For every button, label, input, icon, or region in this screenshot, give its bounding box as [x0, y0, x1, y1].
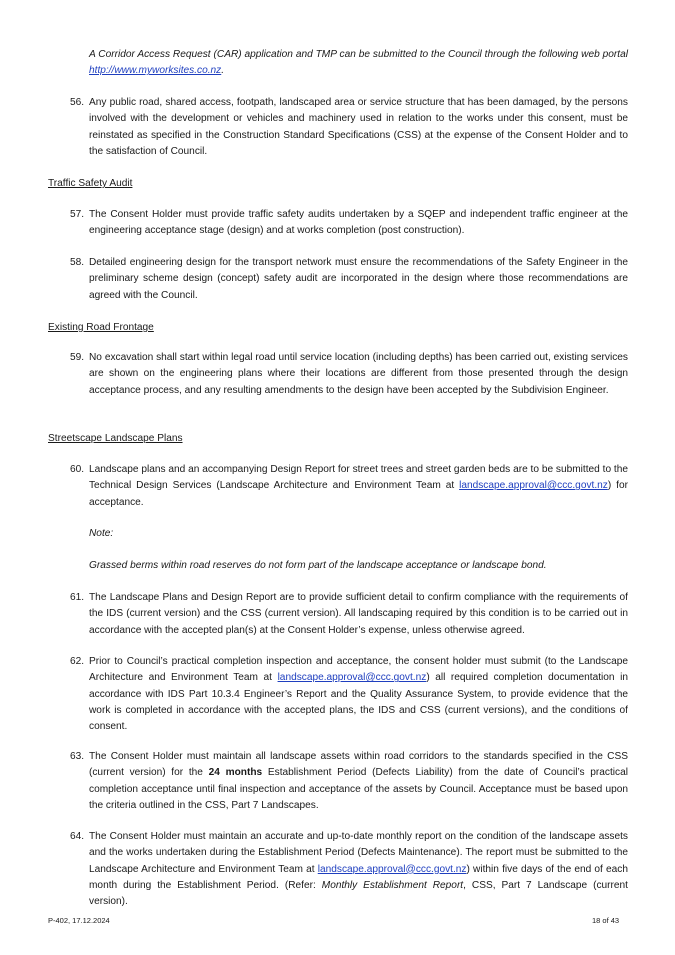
- condition-58: [70, 255, 628, 304]
- condition-64: [70, 829, 628, 910]
- car-application-paragraph: [89, 47, 628, 80]
- myworksites-link[interactable]: http://www.myworksites.co.nz: [89, 65, 222, 77]
- landscape-email-link[interactable]: landscape.approval@ccc.govt.nz: [459, 480, 608, 492]
- condition-number: 60.: [70, 464, 85, 475]
- condition-63: [70, 749, 628, 814]
- footer-page-number: 18 of 43: [592, 916, 620, 925]
- condition-64-text-a: The Consent Holder must maintain an accurate and up-to-date monthly report on the condition of the landscape assets and the works undertaken during the Establishment Period (Defects Maintenance). The report must be submitted to the Landscape Architecture and Environment Team at: [89, 831, 628, 875]
- condition-text: The Consent Holder must provide traffic safety audits undertaken by a SQEP and independent traffic engineer at the engineering acceptance stage (design) and at works completion (post construction).: [89, 209, 628, 237]
- condition-56: [70, 95, 628, 160]
- condition-number: 62.: [70, 656, 85, 667]
- condition-61: [70, 590, 628, 639]
- car-intro-text: A Corridor Access Request (CAR) application and TMP can be submitted to the Council through the following web portal: [89, 49, 628, 60]
- condition-64-text-b: ) within five days of the end of each month during the Establishment Period. (Refer:: [89, 863, 628, 891]
- condition-62-text-a: Prior to Council’s practical completion inspection and acceptance, the consent holder must submit (to the Landscape Architecture and Environment Team at: [89, 656, 628, 684]
- condition-number: 57.: [70, 209, 85, 220]
- condition-text: [89, 654, 628, 735]
- landscape-email-link[interactable]: landscape.approval@ccc.govt.nz: [317, 863, 467, 875]
- condition-number: 58.: [70, 257, 85, 268]
- condition-number: 63.: [70, 751, 85, 762]
- condition-62: [70, 654, 628, 735]
- establishment-period-duration: 24 months: [208, 767, 263, 779]
- note-label: Note:: [89, 528, 114, 539]
- condition-text: [89, 829, 628, 910]
- condition-60-text-a: Landscape plans and an accompanying Design Report for street trees and street garden beds are to be submitted to the Technical Design Services (Landscape Architecture and Environment Team at: [89, 464, 628, 492]
- condition-57: [70, 207, 628, 240]
- condition-text: [89, 749, 628, 814]
- condition-63-text-b: Establishment Period (Defects Liability) from the date of Council’s practical completion acceptance until final inspection and acceptance of the assets by Council. Acceptance must be based upon the criteria outlined in the CSS, Part 7 Landscapes.: [89, 767, 628, 811]
- note-text: Grassed berms within road reserves do not form part of the landscape acceptance or landscape bond.: [89, 560, 547, 571]
- condition-text: The Landscape Plans and Design Report are to provide sufficient detail to confirm compliance with the requirements of the IDS (current version) and the CSS (current version). All landscaping required by this condition is to be carried out in accordance with the accepted plan(s) at the Consent Holder’s expense, unless otherwise agreed.: [89, 592, 628, 636]
- heading-streetscape-landscape-plans: Streetscape Landscape Plans: [48, 433, 183, 444]
- car-intro-period: .: [221, 65, 225, 77]
- condition-63-text-a: The Consent Holder must maintain all landscape assets within road corridors to the standards specified in the CSS (current version) for the: [89, 751, 628, 779]
- heading-existing-road-frontage: Existing Road Frontage: [48, 322, 154, 333]
- footer-reference: P-402, 17.12.2024: [48, 916, 110, 925]
- condition-60-text-b: ) for acceptance.: [89, 480, 628, 508]
- condition-number: 59.: [70, 352, 85, 363]
- condition-62-text-b: ) all required completion documentation in accordance with IDS Part 10.3.4 Engineer’s Report and the Quality Assurance System, to provide evidence that the work is completed in accordance with the accepted plans, the IDS and CSS (current versions), and the conditions of consent.: [89, 672, 628, 733]
- condition-text: No excavation shall start within legal road until service location (including depths) has been carried out, existing services are shown on the engineering plans where their locations are different from those presented through the design acceptance process, and any resulting amendments to the design have been accepted by the Subdivision Engineer.: [89, 352, 628, 396]
- heading-traffic-safety-audit: Traffic Safety Audit: [48, 178, 133, 189]
- landscape-email-link[interactable]: landscape.approval@ccc.govt.nz: [277, 672, 427, 684]
- condition-text: Detailed engineering design for the transport network must ensure the recommendations of the Safety Engineer in the preliminary scheme design (concept) safety audit are incorporated in the design where those recommendations are agreed with the Council.: [89, 257, 628, 301]
- condition-number: 64.: [70, 831, 85, 842]
- condition-text: Any public road, shared access, footpath, landscaped area or service structure that has been damaged, by the persons involved with the development or vehicles and machinery used in relation to the works under this consent, must be reinstated as specified in the Construction Standard Specifications (CSS) at the expense of the Consent Holder and to the satisfaction of Council.: [89, 97, 628, 157]
- condition-text: [89, 462, 628, 511]
- condition-60: [70, 462, 628, 511]
- condition-number: 56.: [70, 97, 85, 108]
- monthly-report-title: Monthly Establishment Report: [321, 879, 464, 891]
- condition-64-text-c: , CSS, Part 7 Landscape (current version).: [89, 879, 629, 908]
- condition-59: [70, 350, 628, 399]
- condition-number: 61.: [70, 592, 85, 603]
